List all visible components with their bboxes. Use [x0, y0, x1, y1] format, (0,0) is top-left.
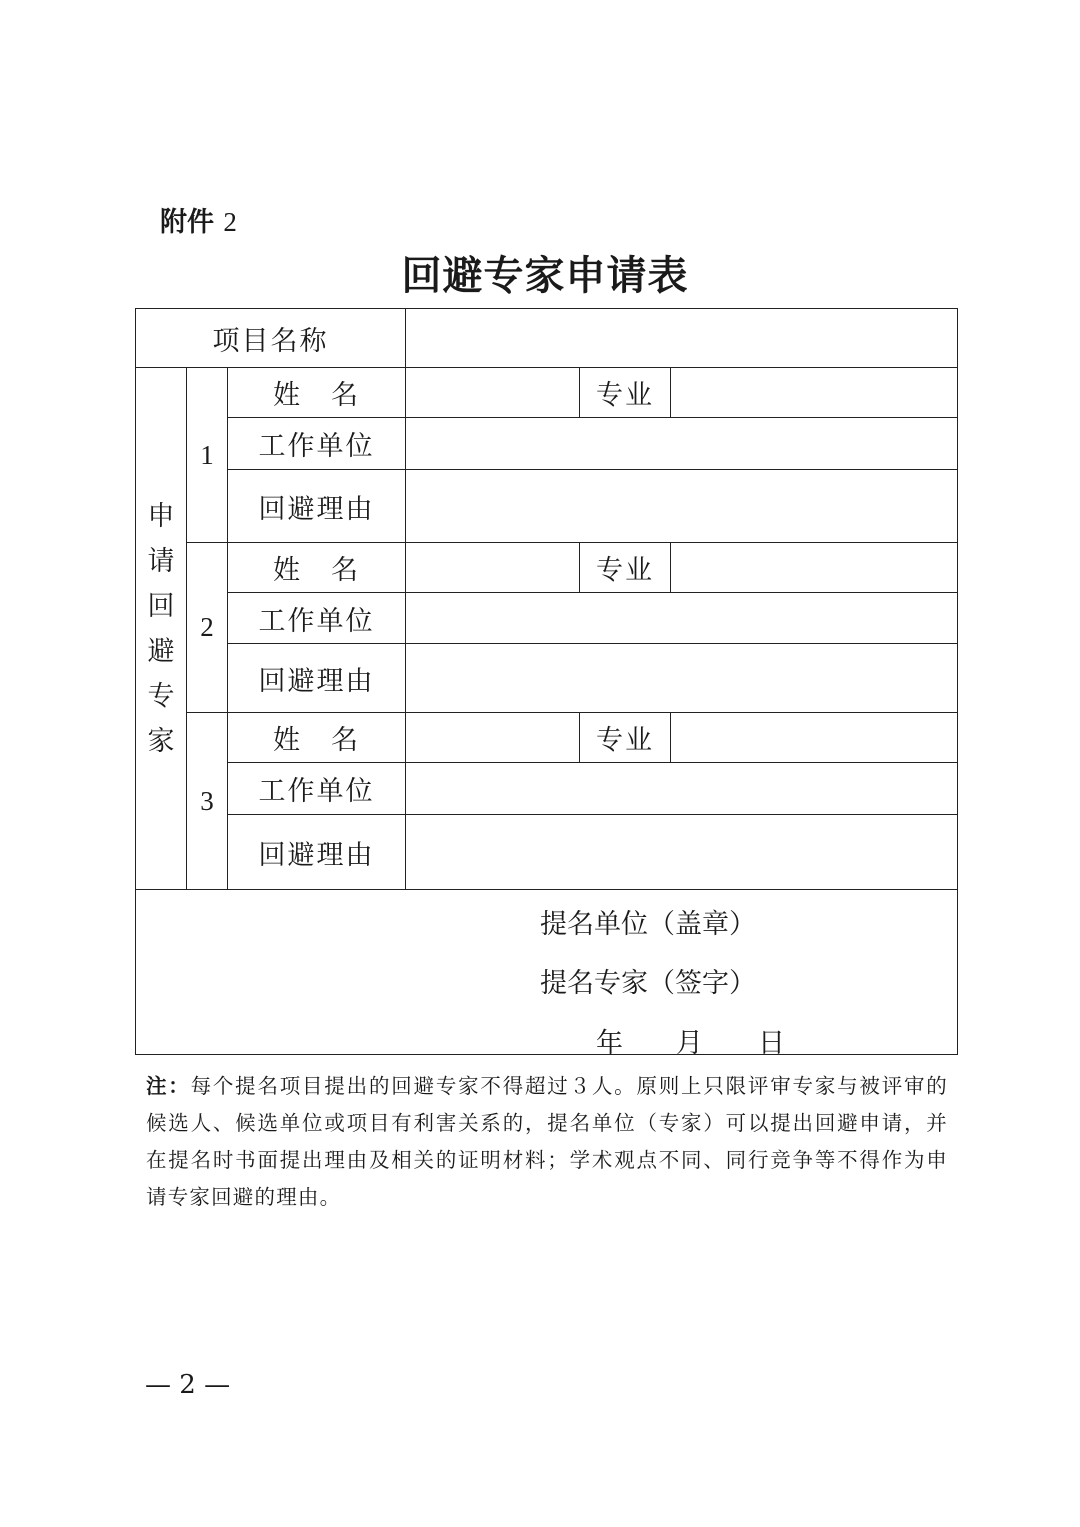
note-text: 每个提名项目提出的回避专家不得超过３人。原则上只限评审专家与被评审的候选人、候选单位或项目有利害关系的，提名单位（专家）可以提出回避申请，并在提名时书面提出理由及相关的证明材料；学术观点不同、同行竞争等不得作为申请专家回避的理由。 — [146, 1074, 948, 1209]
name-label: 姓 名 — [228, 368, 406, 418]
expert-1-major-field[interactable] — [671, 368, 958, 418]
expert-2-name-row — [136, 543, 958, 593]
page-number: — 2 — — [145, 1370, 231, 1400]
unit-label: 工作单位 — [228, 763, 406, 815]
project-name-field[interactable] — [406, 309, 958, 368]
name-label: 姓 名 — [228, 543, 406, 593]
expert-3-reason-field[interactable] — [406, 815, 958, 890]
expert-3-name-row — [136, 713, 958, 763]
date-year-label: 年 — [596, 1028, 623, 1059]
form-title: 回避专家申请表 — [401, 252, 689, 299]
project-row — [136, 309, 958, 368]
reason-label: 回避理由 — [228, 470, 406, 543]
attachment-label — [160, 200, 237, 239]
expert-2-name-field[interactable] — [406, 543, 580, 593]
note-prefix: 注： — [146, 1074, 191, 1098]
expert-2-reason-field[interactable] — [406, 644, 958, 713]
unit-label: 工作单位 — [228, 418, 406, 470]
expert-2-major-field[interactable] — [671, 543, 958, 593]
expert-1-unit-row — [136, 418, 958, 470]
major-label: 专业 — [580, 368, 671, 418]
date-month-label: 月 — [676, 1028, 703, 1059]
sign-label: 提名专家（签字） — [540, 968, 756, 999]
signature-row — [136, 890, 958, 1055]
reason-label: 回避理由 — [228, 815, 406, 890]
unit-label: 工作单位 — [228, 593, 406, 644]
expert-2-unit-field[interactable] — [406, 593, 958, 644]
apply-avoid-experts-label — [136, 368, 187, 890]
footnote — [146, 1068, 948, 1216]
signature-area[interactable] — [136, 890, 958, 1059]
expert-1-name-row — [136, 368, 958, 418]
project-name-label: 项目名称 — [136, 309, 406, 368]
expert-3-reason-row — [136, 815, 958, 890]
date-day-label: 日 — [758, 1028, 785, 1059]
expert-2-reason-row — [136, 644, 958, 713]
group-char: 避 — [147, 635, 175, 667]
expert-3-unit-row — [136, 763, 958, 815]
major-label: 专业 — [580, 543, 671, 593]
expert-index: 1 — [187, 368, 228, 543]
group-char: 请 — [147, 545, 175, 577]
expert-index: 3 — [187, 713, 228, 890]
attachment-number: 2 — [223, 207, 237, 237]
expert-index: 2 — [187, 543, 228, 713]
group-char: 家 — [147, 725, 175, 757]
expert-2-unit-row — [136, 593, 958, 644]
application-form-table — [135, 308, 958, 1059]
seal-label: 提名单位（盖章） — [540, 909, 756, 940]
expert-3-unit-field[interactable] — [406, 763, 958, 815]
expert-3-major-field[interactable] — [671, 713, 958, 763]
group-char: 专 — [147, 680, 175, 712]
expert-3-name-field[interactable] — [406, 713, 580, 763]
expert-1-unit-field[interactable] — [406, 418, 958, 470]
expert-1-reason-field[interactable] — [406, 470, 958, 543]
major-label: 专业 — [580, 713, 671, 763]
reason-label: 回避理由 — [228, 644, 406, 713]
expert-1-name-field[interactable] — [406, 368, 580, 418]
group-char: 申 — [147, 500, 175, 532]
group-char: 回 — [147, 590, 175, 622]
expert-1-reason-row — [136, 470, 958, 543]
name-label: 姓 名 — [228, 713, 406, 763]
attachment-text: 附件 — [160, 207, 214, 238]
